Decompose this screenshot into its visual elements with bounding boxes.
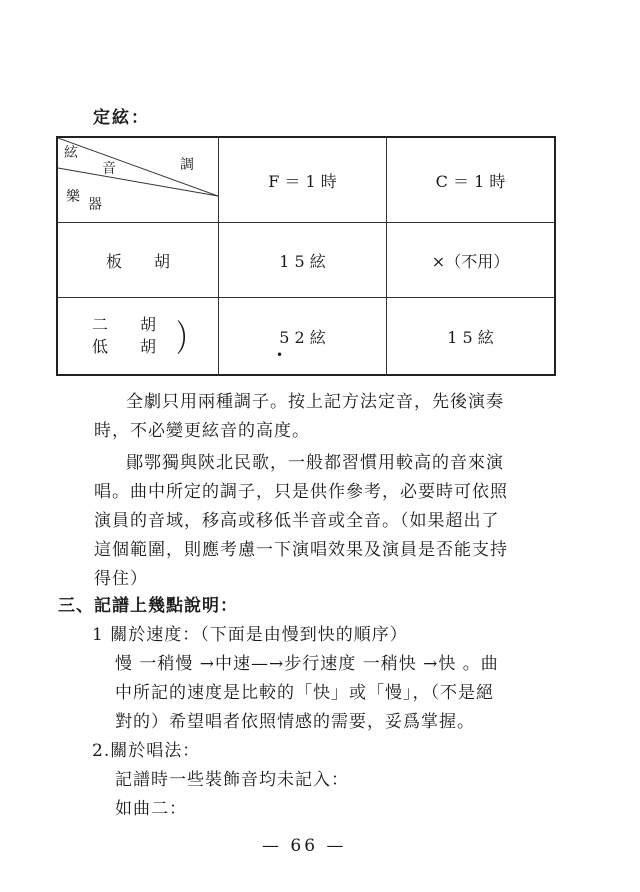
paragraph-line: 演員的音域，移高或移低半音或全音。（如果超出了: [94, 511, 500, 531]
item2-line: 如曲二：: [115, 799, 187, 819]
header-label-string: 絃: [64, 145, 78, 161]
header-label-instrument-2: 器: [88, 197, 102, 213]
header-diagonal-lines: [58, 138, 218, 222]
item2-heading: 2.關於唱法：: [92, 741, 201, 761]
instrument-banhu: 板 胡: [105, 251, 170, 271]
section3-heading: 三、記譜上幾點說明：: [58, 596, 238, 616]
erhu-f-value: 5 2 絃: [279, 327, 326, 347]
page-number: — 66 —: [262, 836, 347, 856]
item1-line: 中所記的速度是比較的「快」或「慢」，（不是絕: [115, 683, 494, 703]
instrument-brace: ）: [176, 319, 203, 361]
item2-line: 記譜時一些裝飾音均未記入：: [115, 770, 349, 790]
paragraph-line: 這個範圍，則應考慮一下演唱效果及演員是否能支持: [94, 540, 508, 560]
erhu-c-value: 1 5 絃: [447, 327, 494, 347]
paragraph-line: 唱。曲中所定的調子，只是供作參考，必要時可依照: [94, 482, 508, 502]
banhu-c-value: ×（不用）: [431, 251, 510, 271]
header-label-instrument-1: 樂: [66, 189, 80, 205]
section-title: 定絃：: [93, 108, 150, 128]
low-octave-dot: •: [276, 348, 284, 362]
header-f-key: F ＝ 1 時: [268, 171, 337, 191]
banhu-f-value: 1 5 絃: [279, 251, 326, 271]
paragraph-line: 時，不必變更絃音的高度。: [94, 421, 310, 441]
instrument-erhu-dihu: [92, 314, 156, 358]
header-label-key: 調: [180, 157, 194, 173]
instrument-erhu: 二 胡: [92, 315, 157, 334]
item1-heading: 1 關於速度：（下面是由慢到快的順序）: [92, 625, 408, 645]
item1-line: 對的）希望唱者依照情感的需要，妥爲掌握。: [115, 712, 475, 732]
paragraph-line: 鄖鄂獨與陝北民歌，一般都習慣用較高的音來演: [126, 453, 504, 473]
item1-line: 慢 一稍慢 →中速—→步行速度 一稍快 →快 。曲: [115, 654, 499, 674]
header-label-pitch: 音: [102, 161, 116, 177]
tuning-table: [56, 136, 556, 376]
paragraph-line: 得住）: [94, 569, 148, 589]
paragraph-line: 全劇只用兩種調子。按上記方法定音，先後演奏: [126, 392, 504, 412]
header-c-key: C ＝ 1 時: [435, 171, 506, 191]
instrument-dihu: 低 胡: [92, 337, 157, 356]
